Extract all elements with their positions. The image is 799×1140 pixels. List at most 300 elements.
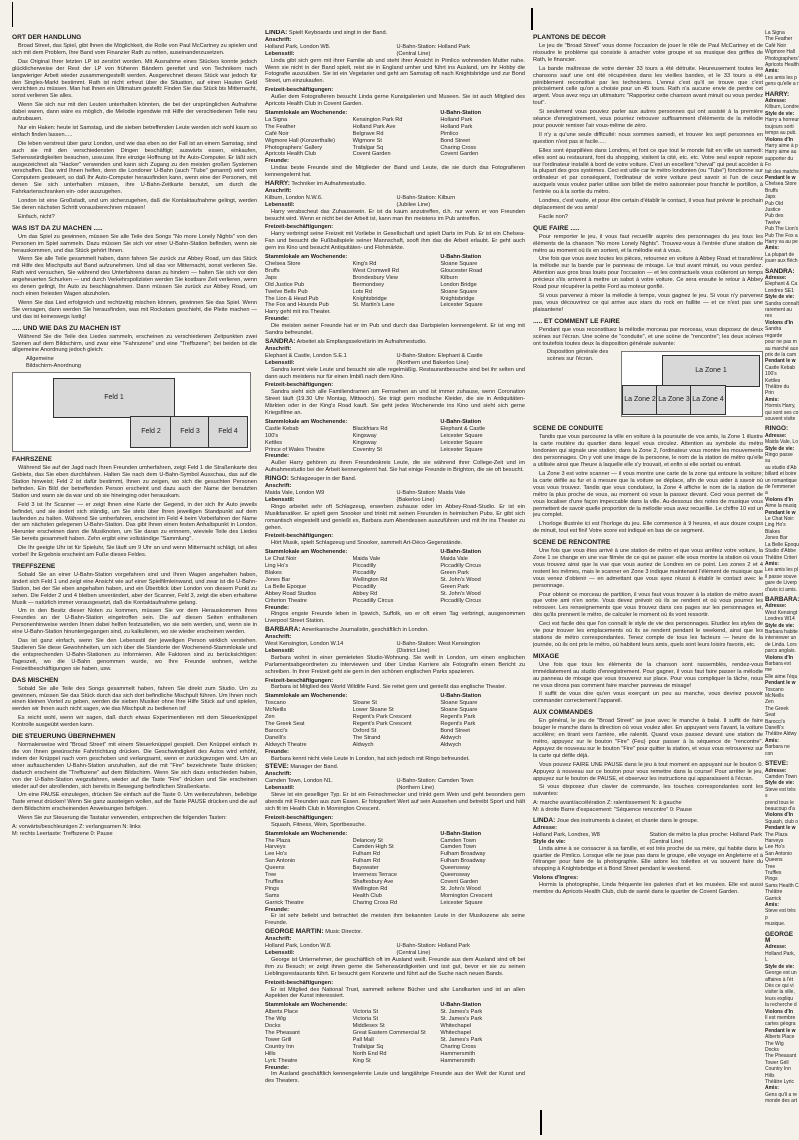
cropped-line: Harry va au pe xyxy=(765,239,798,245)
cropped-line: Bruffs xyxy=(765,187,778,194)
cropped-line: fait des matchs xyxy=(765,168,799,175)
haunts-row xyxy=(265,151,525,158)
cropped-line: souvent visite xyxy=(765,415,796,422)
haunts-cell: London Bridge xyxy=(440,281,477,288)
haunts-cell: Kingsway xyxy=(352,432,377,439)
cropped-line: Violons d'In xyxy=(765,319,794,326)
cropped-line: Amis: xyxy=(765,245,779,252)
cropped-line: La plupart de xyxy=(765,251,795,258)
haunts-cell: Kettles xyxy=(265,439,283,446)
paragraph: Une fois que vous êtes arrivé à une station de métro et que vous arrêtez votre voiture, la Zone 1 se change en une vue filmée de ce qui se passe: elle vous montre la station où vous vous trouvez ainsi que la vue que vous auriez de Londres en ce point. Les zones 2 et 4 restent les mêmes, mais le scanner en Zone 3 indique maintenant l'élément de musique que vous venez d'obtenir — en admettant que vous ayez réussi à établir le contact avec le personnage. xyxy=(533,548,763,589)
cropped-line: Amis: xyxy=(765,737,779,744)
cropped-line: beaucoup d'a xyxy=(765,805,795,812)
paragraph: Une fois que vous avez toutes les pièces, retournez en voiture à Abbey Road et transférez la mélodie sur la bande par le panneau de mixage. Le tout avant minuit, ou vous perdez. Attention aux gros bras loués pour l'occasion — et les contractuels vous coûteront un temps précieux s'ils arrivent à mettre un sabot à votre voiture. Ce sera ensuite le retour à Abbey Road pour récupérer la petite Ford au moteur gonflé. xyxy=(533,256,763,291)
haunts-cell: The Strand xyxy=(352,734,381,741)
cropped-line: gens qu'elle a r xyxy=(765,81,799,88)
haunts-cell: Kensington Park Rd xyxy=(352,116,403,123)
paragraph: Feld 3 ist Ihr Scanner — er zeigt Ihnen eine Karte der Gegend, in der sich Ihr Auto jeweils befindet, und sie ändert sich ständig, um Sie stets über Ihren jeweiligen Standpunkt auf dem laufenden zu halten. Während Sie umherfahren, erscheint im Feld 4 beim Vorbeifahren der Name der am nächsten gelegenen U-Bahn-Station. Das gibt Ihnen einen festen Anhaltspunkt in London. Hierunter erscheinen dann die Musiknoten, um Sie daran zu erinnern, wieviele Teile des Liedes Sie bereits gesammelt haben. Zehn ergibt eine vollständige "Sammlung". xyxy=(12,501,257,543)
haunts-cell: San Antonio xyxy=(265,858,296,865)
haunts-row xyxy=(265,296,525,303)
lifestyle-label: Lebensstil: xyxy=(265,950,295,956)
cropped-line: Pub The Lion's xyxy=(765,226,799,233)
haunts-cell: Victoria St xyxy=(352,1016,379,1023)
zone-1: La Zone 1 xyxy=(662,355,760,387)
haunts-cell: St. James's Park xyxy=(440,1036,483,1043)
haunts-cell: Whitechapel xyxy=(440,1023,472,1030)
character-profile xyxy=(265,476,525,625)
tube-line: (Jubilee Line) xyxy=(396,201,431,208)
cropped-line: The Plaza xyxy=(765,831,788,838)
cropped-line: George est un xyxy=(765,970,797,977)
section-heading: AUX COMMANDES xyxy=(533,709,593,717)
cropped-line: Théâtre Aldwy xyxy=(765,731,797,738)
haunts-cell: West Cromwell Rd xyxy=(352,267,399,274)
haunts-cell: Ling Ho's xyxy=(265,563,289,570)
profile-role: Techniker im Aufnahmestudio. xyxy=(291,181,366,188)
lifestyle-text: Linda gibt sich gern mit ihrer Familie ab und steht ihrer Ansicht in Pimlico wohnenden Mutter nahe. Wenn sie nicht in der Band spielt, reist sie in England umher und führt ins Ausland, um ihr Hobby die Fotografie auszuüben. Sie ist ein Vegetarier und geht am Samstag oft nach Knightsbridge und zur Bond Street, um einzukaufen. xyxy=(265,57,525,85)
cropped-line: Style de vie: xyxy=(765,780,795,787)
section-heading: DIE STEUERUNG ÜBERNEHMEN xyxy=(12,733,116,741)
haunts-cell: Sloane Square xyxy=(440,700,478,707)
paragraph: Die Ihr geeigte Uhr ist für Spieluhr, Sie läuft um 9 Uhr an und wenn Mitternacht schlägt, ist alles vorbei! Ihr Ergebnis erscheint am Fuße dieses Feldes. xyxy=(12,545,257,559)
cropped-line: Pendant le w xyxy=(765,509,796,516)
haunts-cell: Café Noir xyxy=(265,130,289,137)
address: Holland Park, London W8. xyxy=(265,43,331,50)
haunts-row xyxy=(265,138,525,145)
haunts-cell: Stammlokale am Wochenende: xyxy=(265,1002,348,1009)
cropped-line: Violons d'In xyxy=(765,1008,794,1015)
haunts-cell: Old Justice Pub xyxy=(265,281,305,288)
address: Elephant & Castle, London S.E.1 xyxy=(265,352,347,359)
cropped-line: Adresse: xyxy=(765,767,787,774)
haunts-cell: The Plaza xyxy=(265,837,291,844)
haunts-row xyxy=(265,1044,525,1051)
lifestyle-label: Lebensstil: xyxy=(265,785,295,792)
haunts-cell xyxy=(353,309,438,316)
fold-mark xyxy=(12,2,13,27)
address-label: Anschrift: xyxy=(265,345,292,352)
haunts-cell: Harry geht mit ins Theater. xyxy=(265,309,331,316)
hobbies-label: Freizeit-beschäftigungen: xyxy=(265,814,334,821)
haunts-cell: Castle Kebab xyxy=(265,425,299,432)
friends-text: Die meisten seiner Freunde hat er im Pub und durch das Dartspielen kennengelernt. Er ist eng mit Sandra befreundet. xyxy=(265,323,525,337)
hobbies-label: Freizeit-beschäftigungen: xyxy=(265,979,334,986)
character-profile xyxy=(265,627,525,762)
haunts-row xyxy=(265,282,525,289)
cropped-line: cartes géogra xyxy=(765,1021,796,1028)
friends-label: Freunde: xyxy=(265,158,289,165)
cropped-line: gare de Liverp xyxy=(765,580,797,587)
paragraph: Normalerweise wird "Broad Street" mit einem Steuerknüppel gespielt. Den Knüppel einfach in die von Ihnen gewünschte Fahrtrichtung drücken. Die Geschwindigkeit des Autos wird erhöht, indem der Knüppel nach vorn geschoben und verlangsamt, wenn er zurückgezogen wird. Um an einer auftauchenden U-Bahn-Station anzuhalten, auf die mit "Fire" bezeichnete Taste drücken; dadurch erscheint die "Treffszene" auf dem Bildschirm. Wenn Sie sich dazu entschieden haben, von der U-Bahn-Station wegzufahren, wieder auf die Taste "Fire" drücken und Sie erscheinen wieder auf der abrollenden, sich bereits in Bewegung befindlichen Straßenkarte. xyxy=(12,742,257,790)
haunts-row xyxy=(265,707,525,714)
cropped-line: Barbara habite xyxy=(765,628,798,635)
haunts-cell: Leicester Square xyxy=(440,446,483,453)
cropped-line: Alberts Place xyxy=(765,1034,795,1041)
keyboard-keys: A: vorwärts/beschleunigen Z: verlangsamen N: links M: rechts Leertaste: Treffszene 0: Pause xyxy=(12,824,141,837)
haunts-cell xyxy=(353,549,438,556)
lifestyle-label: Lebensstil: xyxy=(265,50,295,57)
address-label: Anschrift: xyxy=(265,187,292,194)
haunts-cell: Queens xyxy=(265,865,285,872)
haunts-cell: Regent's Park Crescent xyxy=(352,721,412,727)
haunts-cell xyxy=(440,309,525,316)
haunts-cell: Pall Mall xyxy=(352,1036,374,1043)
tube-station: U-Bahn-Station: West Kensington xyxy=(396,641,481,648)
haunts-cell: Tree xyxy=(265,872,277,879)
cropped-line: Sams Health C xyxy=(765,882,799,889)
address-label: Anschrift: xyxy=(265,771,292,778)
cropped-line: Pendant le w xyxy=(765,825,796,832)
paragraph: Elles sont éparpillées dans Londres, et font ce que tout le monde fait en ville un samedi: elles sont au restaurant, font du shopping, visitent la cité, etc. etc. Votre seul espoir repose sur l'ordinateur installé à bord de votre voiture. C'est un excellent "cheval" qui peut accéder à la plupart des gros systèmes. Ceci est utile car le métro londonien (ou "Tube") fonctionne sur ordinateur et par conséquent, l'ordinateur de votre voiture peut savoir si l'un de ceux auxquels vous voulez parler utilise son billet de métro saisonnier pour franchir le portillon, à l'entrée ou à la sortie du métro. xyxy=(533,147,763,196)
profile-name: STEVE: xyxy=(265,763,289,771)
cropped-line: la recherche d xyxy=(765,1002,797,1009)
haunts-row xyxy=(265,844,525,851)
paragraph: Die leben verstreut über ganz London, und wie das eben so der Fall ist an einem Samstag, sind auch sie mit den verschiedensten Dingen beschäftigt; auswärts essen, einkaufen, Sehenswürdigkeiten besuchen, usw.usw. Ihre einzige Hoffnung ist Ihr Auto-Computer. Er läßt sich ausgezeichnet als "Hacker" verwenden und kann sich Zugang zu den meisten großen Systemen verschaffen. Das wird Ihnen helfen, denn die Londoner U-Bahn (auch "Tube" genannt) wird vom Computern gesteuert, so daß Ihr Auto-Computer herausfinden kann, wenn eine der Personen, mit denen Sie sich unterhalten müssen, ihre U-Bahn-Zeitkarte benutzt, um durch die Fahrkartenschranken ein- oder auszugehen. xyxy=(12,140,257,196)
cropped-line: Amis: xyxy=(765,1085,779,1092)
cropped-line: Truffles xyxy=(765,870,782,876)
haunts-cell: Aldwych xyxy=(440,741,462,748)
profile-name: LINDA: xyxy=(265,30,288,36)
cropped-line: Hills xyxy=(765,1072,775,1079)
tube-station: U-Bahn-Station: Elephant & Castle xyxy=(396,352,483,359)
cropped-line: Apricots Health xyxy=(765,62,799,69)
haunts-row xyxy=(265,124,525,131)
haunts-cell: Twelve Bells Pub xyxy=(265,288,308,295)
paragraph: La bande maîtresse de votre dernier 33 tours a été détruite. Heureusement toutes les chansons sauf une ont été récupérées dans les vieilles bandes, et le 33 tours a été péniblement reconstitué par les techniciens. L'ennui c'est qu'il se trouve que c'est précisément celle qu'on a choisie pour un 45 tours. Rath n'a aucune envie de perdre cet argent. Vous avez reçu un ultimatum: "Rapportez cette chanson avant minuit ou vous perdez tout". xyxy=(533,65,763,107)
cropped-line: Aime la musiq xyxy=(765,503,797,510)
haunts-row xyxy=(265,886,525,893)
layout-caption: Disposition générale des scènes sur l'écran. xyxy=(547,349,609,363)
paragraph: Facile non? xyxy=(539,213,568,220)
cropped-line: Tree xyxy=(765,863,776,870)
haunts-row xyxy=(265,302,525,309)
cropped-line: McNeills xyxy=(765,693,784,700)
tube-station: U-Bahn-Station: Holland Park xyxy=(396,943,470,950)
cropped-line: Style de vie: xyxy=(765,963,795,970)
haunts-row xyxy=(265,570,525,577)
profile-name: SANDRA: xyxy=(265,337,296,345)
friends-label: Freunde: xyxy=(265,906,289,913)
layout-caption: Allgemeine Bildschirm-Anordnung xyxy=(26,356,82,370)
haunts-cell: Piccadilly xyxy=(352,583,376,590)
haunts-cell: Photographers' Gallery xyxy=(265,144,323,151)
cropped-line: Amis: xyxy=(765,560,779,567)
haunts-cell: La Belle Epoque xyxy=(265,583,307,590)
haunts-row xyxy=(265,858,525,865)
haunts-cell: Pings xyxy=(265,885,279,892)
section-heading: QUE FAIRE ..... xyxy=(533,224,580,232)
haunts-cell: Zen xyxy=(265,714,275,721)
haunts-cell: Stammlokale am Wochenende: xyxy=(265,830,348,837)
address-label: Anschrift: xyxy=(265,634,292,641)
haunts-row xyxy=(265,117,525,124)
paragraph: Une fois que tous les éléments de la chanson sont rassemblés, rendez-vous immédiatement au studio d'enregistrement. Pour gagner, il vous faut faire passer la mélodie au panneau de mixage que vous trouverez sur place. Pour vous compliquer la tâche, nous ne vous dirons pas comment faire marcher panneau de mixage! xyxy=(533,661,763,689)
haunts-cell: Fulham Broadway xyxy=(440,851,486,858)
profile-name: RINGO: xyxy=(265,475,289,483)
cropped-line: Pendant le w xyxy=(765,680,796,687)
haunts-cell: North End Rd xyxy=(352,1050,387,1057)
haunts-cell: Camden High St xyxy=(352,844,394,851)
cropped-line: Chelsea Store xyxy=(765,181,797,188)
hobbies-label: Freizeit-beschäftigungen: xyxy=(265,382,334,389)
lifestyle-text: Ringo arbeitet sehr oft Schlagzeug, erwerben zuhause oder im Abbey-Road-Studio. Er ist ein Musikfanatiker. Er spielt gern Snooker und trinkt mit seinen Freunden in heimischen Pubs. Er gibt sich romantisch eingestellt und genießt es, Barbara zum Abendessen auszuführen und mit ihr ins Theater zu gehen. xyxy=(265,503,525,531)
cropped-line: West Kensingt xyxy=(765,609,798,616)
lifestyle-text: Barbara wohnt in einer gemieteten Studio-Wohnung. Sie weilt in London, um einen englischen Parlamentsabgeordneten zu interviewen und über Lindas Karriere als Fotografin einen Bericht zu schreiben. In ihrer Freizeit geht sie gern in den schönen englischen Parks spazieren. xyxy=(265,654,525,675)
cropped-line: Style de vie: xyxy=(765,294,795,301)
section-heading: MIXAGE xyxy=(533,652,560,660)
fold-mark xyxy=(531,8,533,30)
haunts-cell: Fulham Broadway xyxy=(440,858,486,865)
hobbies-label: Freizeit-beschäftigungen: xyxy=(265,533,334,540)
profile-role: Arbeitet als Empfangssekretärin im Aufnahmestudio. xyxy=(296,338,427,345)
paragraph: Tandis que vous parcourez la ville en voiture à la poursuite de vos amis, la Zone 1 illustre la carte routière du quartier dans lequel vous circulez. Attention au symbole du métro londonien qui signale une station; dans la Zone 2, l'ordinateur vous montre les mouvements des personnages. On y voit une image de la personne, le nom de la station de métro qu'elle a utilisée ainsi que l'heure à laquelle elle s'y trouvait, et enfin si elle sortait ou entrait. xyxy=(533,434,763,469)
cropped-line: Japs xyxy=(765,194,776,201)
haunts-table xyxy=(265,693,525,748)
cropped-line: prix de la cam xyxy=(765,351,797,358)
profile-name: BARBARA: xyxy=(265,626,301,634)
haunts-row xyxy=(265,1030,525,1037)
paragraph: London ist eine Großstadt, und um sicherzugehen, daß die Kontaktaufnahme gelingt, werden Sie deren nächsten Schritt vorausberechnen müssen! xyxy=(12,198,257,211)
haunts-table xyxy=(265,549,525,604)
haunts-row xyxy=(265,693,525,700)
cropped-line: interviewer un xyxy=(765,635,797,642)
haunts-cell: Delancey St xyxy=(352,837,383,844)
haunts-cell: Gloucester Road xyxy=(440,267,483,274)
cropped-line: leurs expliqu xyxy=(765,995,794,1002)
cropped-line: Pendant le w xyxy=(765,1027,796,1034)
haunts-cell: Whitechapel xyxy=(440,1029,472,1036)
address-label: Anschrift: xyxy=(265,483,292,490)
haunts-cell: Maida Vale xyxy=(352,556,381,563)
cropped-line: Harveys xyxy=(765,837,784,844)
haunts-cell: Regent's Park Crescent xyxy=(352,714,412,721)
screen-layout-diagram xyxy=(621,351,763,417)
haunts-row xyxy=(265,893,525,900)
haunts-cell: Great Eastern Commercial St xyxy=(352,1029,426,1036)
lifestyle-text: Harry verabscheut das Zuhausesein. Er ist da kaum anzutreffen, d.h. nur wenn er von Freunden besucht wird. Wenn er nicht bei der Arbeit ist, kann man ihn meistens im Pub antreffen. xyxy=(265,208,525,222)
haunts-cell: Leicester Square xyxy=(440,432,483,439)
cropped-line: de l'emmener a xyxy=(765,484,796,497)
haunts-cell: Covent Garden xyxy=(440,878,479,885)
haunts-cell: Harveys xyxy=(265,844,286,851)
haunts-row xyxy=(265,261,525,268)
cropped-line: prend tous le xyxy=(765,799,794,806)
haunts-row xyxy=(265,831,525,838)
haunts-cell: Camden Town xyxy=(440,844,476,851)
layout-row xyxy=(533,349,763,421)
cropped-line: Style de vie: xyxy=(765,445,795,452)
haunts-cell: Abbey Road Studios xyxy=(265,590,316,597)
cropped-line: Théâtre Criteri xyxy=(765,554,797,561)
haunts-cell: U-Bahn-Station xyxy=(440,1002,482,1009)
haunts-row xyxy=(265,735,525,742)
haunts-cell: Victoria St xyxy=(352,1009,379,1016)
haunts-cell: Piccadilly xyxy=(352,569,376,576)
cropped-line: Zen xyxy=(765,699,774,706)
paragraph: Es reicht wohl, wenn wir sagen, daß durch etwas Experimentieren mit dem Steuerknüppel Kontrolle ausgeübt werden kann. xyxy=(12,715,257,729)
cropped-line: de Linda. Lors xyxy=(765,641,797,648)
haunts-row xyxy=(265,145,525,152)
haunts-cell: Hills xyxy=(265,1050,276,1057)
paragraph: Um in den Besitz dieser Noten zu kommen, müssen Sie vor dem Herauskommen Ihres Freundes an der U-Bahn-Station eingetroffen sein. Die auf diesen Seiten enthaltenen Personenhinweise werden Ihnen dabei helfen festzustellen, wo sie sein werden, und, wenn sie in eine U-Bahn-Station hinuntergegangen sind, zu kalkulieren, wo sie wieder erscheinen werden. xyxy=(12,608,257,636)
haunts-cell: Sams xyxy=(265,892,280,899)
haunts-cell: Mornington Crescent xyxy=(440,892,493,899)
paragraph: Pour remporter le jeu, il vous faut recueillir auprès des personnages du jeu tous les éléments de la chanson "No more Lonely Nights". Trouvez-vous à l'entrée d'une station de métro au moment où ils en sortent, et la mélodie est à vous. xyxy=(533,233,763,254)
haunts-cell: Piccadilly xyxy=(352,563,376,570)
paragraph: Sobald Sie an einer U-Bahn-Station vorgefahren sind und Ihren Wagen angehalten haben, ändert sich Feld 1 und zeigt eine Ansicht wie auf einer Spielfilmleinwand, und zwar ist die U-Bahn-Station, bei der Sie eben angehalten haben, und ein Überblick über London von diesem Punkt zu sehen. Die Felder 2 und 4 bleiben unverändert, aber der Scanner, Feld 3, zeigt die eben erhaltene Musik — natürlich immer vorausgesetzt, daß die Kontaktaufnahme gelang. xyxy=(12,571,257,606)
haunts-cell: Holland Park xyxy=(440,123,473,130)
friends-text: Er ist sehr beliebt und betrachtet die meisten ihm bekannten Leute in der Musikszene als seine Freunde. xyxy=(265,913,525,927)
cropped-line: Maida Vale, Lo xyxy=(765,439,798,446)
hobbies-text: Sandra sieht sich alle Familiendramen am Fernsehen an und ist immer zuhause, wenn Coronation Street läuft (19.30 Uhr Montag, Mittwoch). Sie trägt gern modische Kleider, die sie in Antiquitäten-Märkten oder in der King's Road kauft. Sie geht jedes Wochenende ins Kino und sieht sich gerne Kriegsfilme an. xyxy=(265,389,525,417)
haunts-cell: U-Bahn-Station xyxy=(440,693,482,700)
haunts-cell: U-Bahn-Station xyxy=(440,418,482,425)
haunts-row xyxy=(265,1037,525,1044)
lifestyle-text: Steve ist ein geselliger Typ. Er ist ein Feinschmecker und trinkt gern Wein und geht besonders gern abends mit Freunden aus zum Essen. Er fotografiert Wert auf sein Aussehen und betreibt Sport und hält sich fit im Health Club in Mornington Crescent. xyxy=(265,792,525,812)
zone-4: La Zone 4 xyxy=(690,385,726,415)
haunts-row xyxy=(265,275,525,282)
haunts-cell: McNeills xyxy=(265,707,287,714)
hobbies-text: Squash, Fitness, Wein, Sportbesuche. xyxy=(271,821,367,828)
haunts-row xyxy=(265,426,525,433)
haunts-cell: St. James's Park xyxy=(440,1016,483,1023)
field-2: Feld 2 xyxy=(130,416,172,448)
haunts-cell: Maida Vale xyxy=(440,556,468,563)
paragraph: Wenn Sie zur Steuerung die Tastatur verwenden, entsprechen die folgenden Tasten: xyxy=(18,815,227,822)
section-heading: SCENE DE CONDUITE xyxy=(533,425,603,433)
cropped-line: Harry aime au xyxy=(765,149,797,156)
haunts-cell: Le Chat Noir xyxy=(265,556,297,563)
cropped-line: Pendant le w xyxy=(765,358,796,365)
haunts-cell: Queensway xyxy=(440,865,470,872)
haunts-cell: Knightsbridge xyxy=(440,295,475,302)
haunts-cell: Coventry St xyxy=(352,446,382,453)
haunts-cell: Middlesex St xyxy=(352,1023,385,1030)
cropped-line: The Pheasant xyxy=(765,1053,797,1060)
haunts-cell: Stammlokale am Wochenende: xyxy=(265,109,348,116)
cropped-line: Adresse: xyxy=(765,603,787,610)
hobbies-text: Er ist Mitglied des National Trust, sammelt seltene Bücher und alte Landkarten und ist an allen Aspekten der Kunst interessiert. xyxy=(265,986,525,1000)
cropped-line: Camden Town xyxy=(765,773,797,780)
haunts-cell: St. James's Park xyxy=(440,1009,483,1016)
haunts-cell: Fulham Rd xyxy=(352,851,381,858)
haunts-row xyxy=(265,556,525,563)
cropped-line: pour ne pas m xyxy=(765,339,797,346)
haunts-cell: U-Bahn-Station xyxy=(440,549,482,556)
haunts-row xyxy=(265,110,525,117)
character-profile xyxy=(265,30,525,179)
haunts-cell: Piccadilly Circus xyxy=(440,597,482,604)
cropped-line: Adresse: xyxy=(765,944,787,951)
hobbies-label: Freizeit-beschäftigungen: xyxy=(265,677,334,684)
haunts-row xyxy=(265,728,525,735)
section-heading: DAS MISCHEN xyxy=(12,676,59,684)
address: Holland Park, London W.8. xyxy=(265,943,332,950)
cropped-line: Steve est très s xyxy=(765,786,796,800)
haunts-cell: Hammersmith xyxy=(440,1057,476,1064)
cropped-line: Théâtre du Prin xyxy=(765,383,790,397)
haunts-cell: Bayswater xyxy=(352,865,379,872)
haunts-cell: Bermondsey xyxy=(352,281,385,288)
cropped-line: SANDRA: xyxy=(765,267,795,275)
cropped-line: Style de vie: xyxy=(765,622,795,629)
cropped-line: BARBARA: xyxy=(765,595,799,603)
cropped-line: Pendant le w xyxy=(765,174,796,181)
tube-station: U-Bahn-Station: Holland Park xyxy=(396,43,470,50)
cropped-line: Pub The Fox a xyxy=(765,232,798,239)
haunts-cell: Lyric Theatre xyxy=(265,1057,298,1064)
haunts-row xyxy=(265,1002,525,1009)
haunts-cell: Holland Park Ave xyxy=(352,123,396,130)
haunts-cell: Queensway xyxy=(440,872,470,879)
haunts-cell: Wigmore St xyxy=(352,137,382,144)
cropped-line: Country Inn xyxy=(765,1066,791,1073)
haunts-row xyxy=(265,1023,525,1030)
profile-role: Amerikanische Journalistin, geschäftlich in London. xyxy=(301,627,429,634)
haunts-cell: U-Bahn-Station xyxy=(440,254,482,261)
haunts-cell: Leicester Square xyxy=(440,899,483,906)
cropped-line: Photographers' xyxy=(765,55,799,62)
cropped-line: La Signa xyxy=(765,30,785,36)
haunts-cell: Bruffs xyxy=(265,267,280,274)
haunts-row xyxy=(265,851,525,858)
haunts-cell: Japs xyxy=(265,274,277,281)
haunts-cell: Knightsbridge xyxy=(352,295,387,302)
paragraph: Wenn Sie das Lied erfolgreich und rechtzeitig mischen können, gewinnen Sie das Spiel. Wenn Sie versagen, dann werden Sie herausfinden, was mit Rockstars geschieht, die Pleite machen — und das ist keineswegs lustig! xyxy=(12,299,257,320)
cropped-line: supporter du Fo xyxy=(765,155,794,169)
haunts-cell: Hammersmith xyxy=(440,1050,476,1057)
cropped-line: RINGO: xyxy=(765,425,789,433)
cropped-line: Tower Grill xyxy=(765,1059,789,1066)
hobbies-text: Harry verbringt seine Freizeit mit Vorliebe in Gesellschaft und spielt Darts im Pub. Er ist ein Chelsea-Fan und besucht die Fußballspiele seiner Mannschaft, sooft ihm das die Arbeit erlaubt. Er geht auch gern ins Kino und besucht Antiquitäten- und Flohmärkte. xyxy=(265,231,525,252)
haunts-row xyxy=(265,563,525,570)
haunts-cell: Pimlico xyxy=(440,130,459,137)
lifestyle-label: Lebensstil: xyxy=(265,647,295,654)
hobbies-text: Außer dem Fotografieren besucht Linda gerne Kunstgalerien und Museen. Sie ist auch Mitglied des Apricots Health Club in Covent Garden. xyxy=(265,94,525,108)
profile-role: Music Director. xyxy=(325,929,363,936)
paragraph: Wenn Sie sich nur mit den Leuten unterhalten könnten, die bei der ursprünglichen Aufnahme dabei waren, dann wäre es möglich, die Melodie irgendwie mit Hilfe der verschiedenen Teile neu aufzubauen. xyxy=(12,102,257,123)
haunts-cell: La Signa xyxy=(265,116,288,123)
haunts-cell: Country Inn xyxy=(265,1043,294,1050)
zone-3: La Zone 3 xyxy=(656,385,692,415)
haunts-cell: Toscano xyxy=(265,700,286,707)
haunts-cell: Kingsway xyxy=(352,439,377,446)
haunts-cell: Sloane St xyxy=(352,700,377,707)
paragraph: Um das Spiel zu gewinnen, müssen Sie alle Teile des Songs "No more Lonely Nights" von den Personen im Spiel sammeln. Dazu müssen Sie sich vor einer U-Bahn-Station befinden, wenn sie herauskommen, und das Stück gehört Ihnen. xyxy=(12,233,257,254)
tube-station: U-Bahn-Station: Kilburn xyxy=(396,194,456,201)
tube-line: (Bakerloo Line) xyxy=(396,496,435,503)
cropped-line: HARRY: xyxy=(765,90,790,98)
cropped-line: un romantique xyxy=(765,477,797,484)
paragraph: Das Original Ihrer letzten LP ist zerstört worden. Mit Ausnahme eines Stückes konnte jedoch glücklicherweise der Rest der LP von früheren Bändern gerettet und von Technikern nach langwieriger Arbeit wieder zusammengestellt werden. Ausgerechnet dieses Stück war jedoch für den Singles-Markt bestimmt. Rath ist nicht erfreut über die Situation, auf einen Hauten Geld verzichten zu müssen. Man hat Ihnen ein Ultimatum gestellt: Finden Sie das Stück bis Mitternacht, sonst verlieren Sie alles. xyxy=(12,58,257,100)
profile-role: Manager der Band. xyxy=(290,764,339,771)
haunts-cell: St. John's Wood xyxy=(440,590,481,597)
tube-line: (Northern und Bakerloo Line) xyxy=(396,359,469,366)
paragraph: Pendant que vous reconstituez la mélodie morceau par morceau, vous disposez de deux scènes sur l'écran. Une scène de "conduite", et une scène de "rencontre"; les deux scènes ont toutefois toutes deux la disposition générale suivante: xyxy=(533,326,763,347)
haunts-cell: Bond Street xyxy=(440,727,470,734)
section-heading: PLANTONS DE DECOR xyxy=(533,34,606,41)
haunts-cell: Aldwych xyxy=(352,741,374,748)
cropped-line: Dès ce qui vi xyxy=(765,982,794,989)
haunts-cell: U-Bahn-Station xyxy=(440,830,482,837)
tube-line: (Central Line) xyxy=(396,950,431,956)
friends-text: Ringos engste Freunde leben in Ipswich, Suffolk, wo er oft einen Tag verbringt, ausgenommen Liverpool Street Station. xyxy=(265,611,525,625)
cropped-line: Elle aime l'équ xyxy=(765,673,798,680)
cropped-line: Studio d'Abbe xyxy=(765,548,796,555)
profile-name: GEORGE MARTIN: xyxy=(265,928,324,936)
cropped-line: Gens qu'il a re xyxy=(765,1091,798,1098)
hobbies-label: Freizeit-beschäftigungen: xyxy=(265,87,334,94)
